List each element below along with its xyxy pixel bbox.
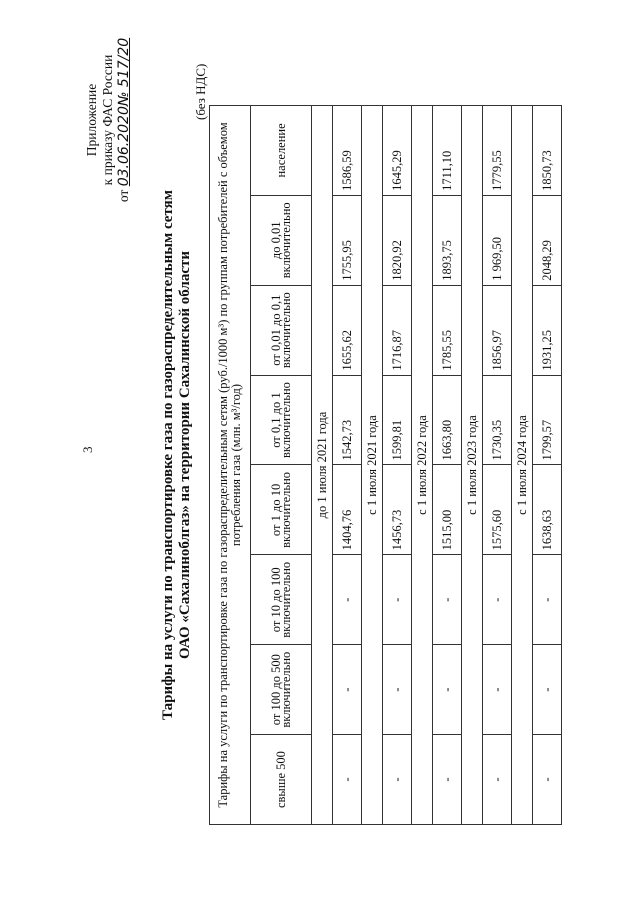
annex-date-prefix: от	[116, 189, 131, 203]
tariff-value: 1515,00	[433, 465, 462, 555]
period-row	[312, 106, 333, 825]
tariff-value: -	[533, 645, 562, 735]
page-number: 3	[80, 446, 95, 453]
period-row	[462, 106, 483, 825]
annex-line-2: к приказу ФАС России	[100, 54, 115, 186]
tariff-value: 1599,81	[383, 375, 412, 465]
tariff-value: -	[433, 555, 462, 645]
tariff-value: -	[383, 735, 412, 825]
period-label: до 1 июля 2021 года	[312, 106, 333, 825]
period-label: с 1 июля 2021 года	[362, 106, 383, 825]
tariff-value: 1850,73	[533, 106, 562, 196]
handwritten-date-number: 03.06.2020№ 517/20	[116, 37, 132, 187]
table-row	[483, 106, 512, 825]
period-row	[362, 106, 383, 825]
table-row	[383, 106, 412, 825]
tariff-value: 1779,55	[483, 106, 512, 196]
column-header: население	[251, 106, 312, 196]
tariff-value: 1755,95	[333, 195, 362, 285]
annex-block	[84, 25, 132, 215]
tariff-value: -	[483, 555, 512, 645]
column-header: от 10 до 100 включительно	[251, 555, 312, 645]
column-header: свыше 500	[251, 735, 312, 825]
tariff-value: 1655,62	[333, 285, 362, 375]
period-label: с 1 июля 2022 года	[412, 106, 433, 825]
tariff-value: -	[433, 735, 462, 825]
title-line-1: Тарифы на услуги по транспортировке газа по газораспределительным сетям	[160, 190, 176, 720]
tariff-value: 1456,73	[383, 465, 412, 555]
period-row	[412, 106, 433, 825]
tariff-table	[209, 105, 562, 825]
table-row	[333, 106, 362, 825]
table-row	[433, 106, 462, 825]
title-line-2: ОАО «Сахалиноблгаз» на территории Сахалинской области	[177, 251, 193, 659]
tariff-value: 1931,25	[533, 285, 562, 375]
period-label: с 1 июля 2024 года	[512, 106, 533, 825]
period-row	[512, 106, 533, 825]
vat-note: (без НДС)	[193, 63, 208, 120]
document-title	[160, 155, 194, 755]
annex-line-1: Приложение	[84, 83, 99, 157]
tariff-value: 1820,92	[383, 195, 412, 285]
tariff-value: 1799,57	[533, 375, 562, 465]
tariff-value: 1 969,50	[483, 195, 512, 285]
tariff-value: -	[433, 645, 462, 735]
tariff-value: 1586,59	[333, 106, 362, 196]
tariff-value: 1404,76	[333, 465, 362, 555]
tariff-value: 1730,35	[483, 375, 512, 465]
tariff-value: -	[383, 555, 412, 645]
tariff-value: -	[333, 735, 362, 825]
column-header: от 1 до 10 включительно	[251, 465, 312, 555]
tariff-value: 1856,97	[483, 285, 512, 375]
table-header-main: Тарифы на услуги по транспортировке газа по газораспределительным сетям (руб./1000 м³) по группам потребителей с объемом потребления газа (млн. м³/год)	[210, 106, 251, 825]
tariff-value: 1716,87	[383, 285, 412, 375]
tariff-value: 1893,75	[433, 195, 462, 285]
column-header: до 0,01 включительно	[251, 195, 312, 285]
tariff-value: 1785,55	[433, 285, 462, 375]
column-header: от 0,1 до 1 включительно	[251, 375, 312, 465]
tariff-value: 2048,29	[533, 195, 562, 285]
tariff-value: -	[483, 735, 512, 825]
tariff-value: -	[383, 645, 412, 735]
tariff-value: 1575,60	[483, 465, 512, 555]
tariff-value: 1638,63	[533, 465, 562, 555]
period-label: с 1 июля 2023 года	[462, 106, 483, 825]
tariff-value: -	[483, 645, 512, 735]
annex-line-3	[116, 25, 132, 215]
tariff-value: 1645,29	[383, 106, 412, 196]
column-header-row	[251, 106, 312, 825]
tariff-value: -	[333, 645, 362, 735]
column-header: от 0,01 до 0,1 включительно	[251, 285, 312, 375]
tariff-value: -	[333, 555, 362, 645]
column-header: от 100 до 500 включительно	[251, 645, 312, 735]
tariff-value: 1663,80	[433, 375, 462, 465]
tariff-value: 1711,10	[433, 106, 462, 196]
tariff-value: -	[533, 555, 562, 645]
table-row	[533, 106, 562, 825]
tariff-value: 1542,73	[333, 375, 362, 465]
tariff-value: -	[533, 735, 562, 825]
